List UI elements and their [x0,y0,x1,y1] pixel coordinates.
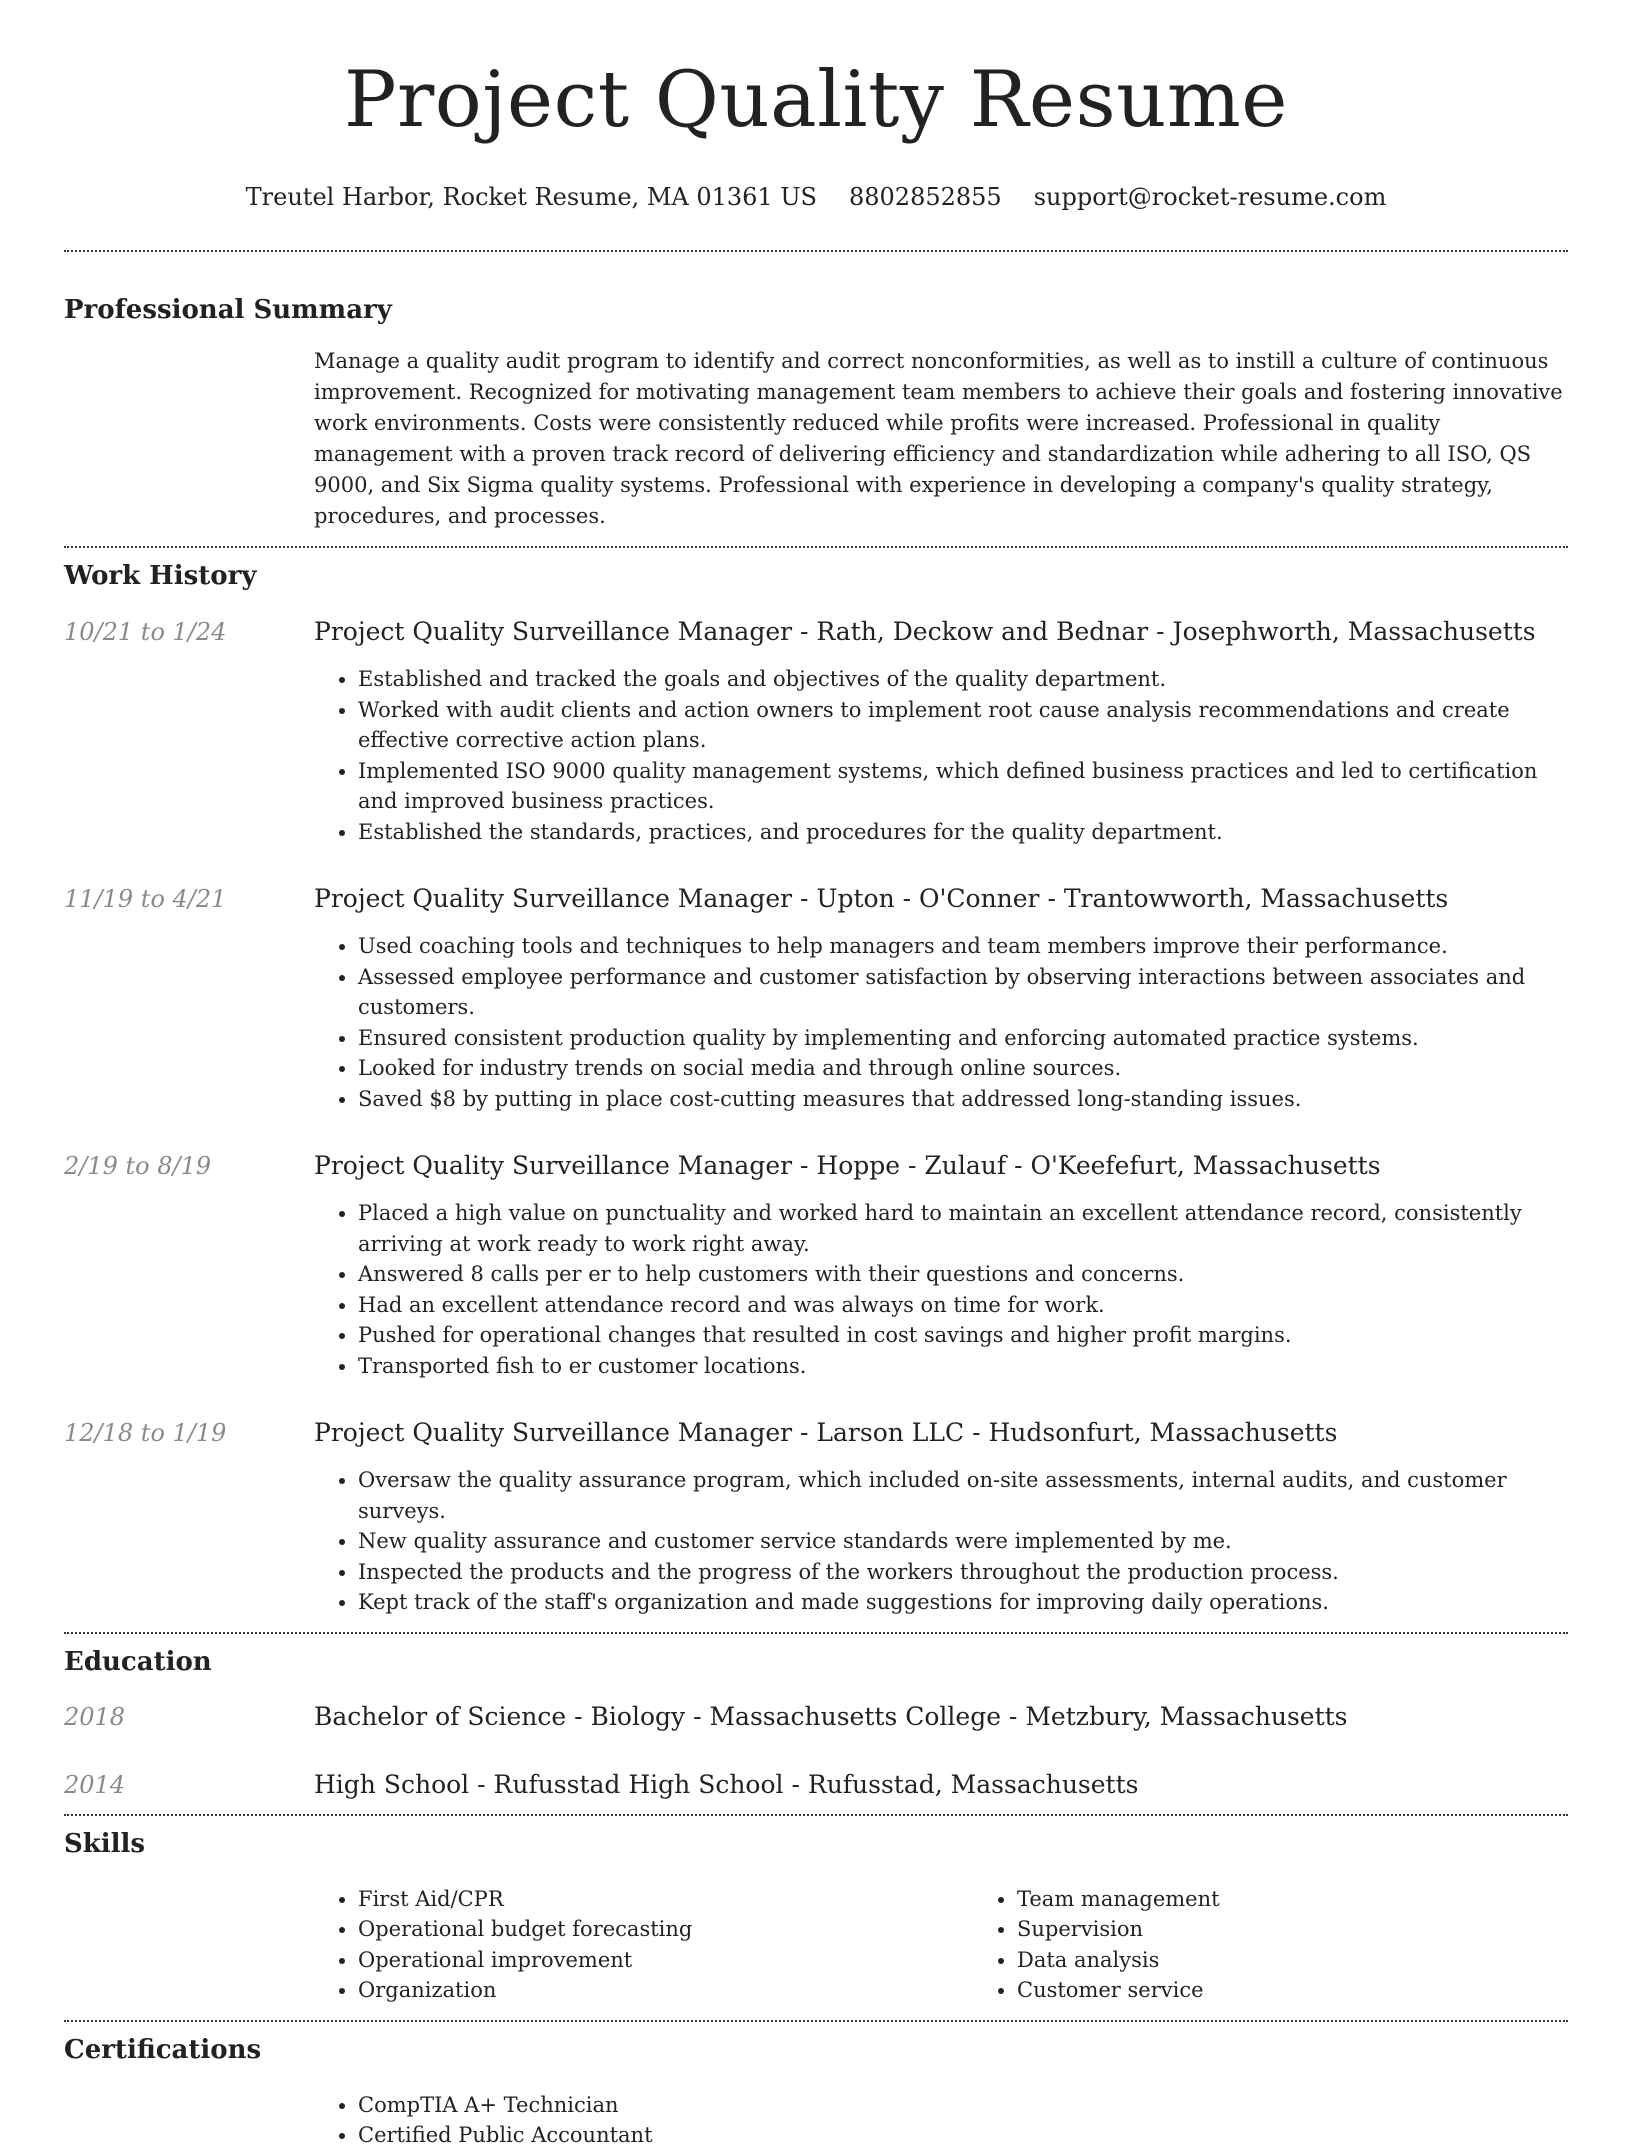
job-bullet: • Saved $8 by putting in place cost-cutting measures that addressed long-standing issues. [358,1084,1568,1115]
job-dates: 12/18 to 1/19 [64,1419,227,1447]
job-entry [64,617,1568,847]
certifications-left-spacer [64,2090,314,2151]
divider [64,1814,1568,1816]
divider [64,250,1568,252]
divider [64,2020,1568,2022]
job-bullet: • Pushed for operational changes that resulted in cost savings and higher profit margins. [358,1320,1568,1351]
education-entry [64,1770,1568,1800]
skill-item: • Customer service [1017,1975,1632,2006]
job-entry [64,1418,1568,1618]
divider [64,546,1568,548]
skills-heading: Skills [64,1828,146,1859]
job-bullet: • Ensured consistent production quality by implementing and enforcing automated practice systems. [358,1023,1568,1054]
job-bullet: • Implemented ISO 9000 quality management systems, which defined business practices and led to certification and improved business practices. [358,756,1568,817]
summary-left-spacer [64,346,314,532]
job-bullet: • Used coaching tools and techniques to help managers and team members improve their performance. [358,931,1568,962]
job-bullet: • Had an excellent attendance record and was always on time for work. [358,1290,1568,1321]
contact-address: Treutel Harbor, Rocket Resume, MA 01361 US [245,183,817,211]
skills-left-spacer [64,1884,314,2006]
skill-item: • Team management [1017,1884,1632,1915]
job-bullet: • Established and tracked the goals and objectives of the quality department. [358,664,1568,695]
education-text: High School - Rufusstad High School - Rufusstad, Massachusetts [314,1769,1139,1799]
skill-item: • Organization [358,1975,973,2006]
summary-text: Manage a quality audit program to identify and correct nonconformities, as well as to instill a culture of continuous improvement. Recognized for motivating management team members to achieve their goals and fostering innovative work environments. Costs were consistently reduced while profits were increased. Professional in quality management with a proven track record of delivering efficiency and standardization while adhering to all ISO, QS 9000, and Six Sigma quality systems. Professional with experience in developing a company's quality strategy, procedures, and processes. [314,349,1563,528]
job-bullet: • Worked with audit clients and action owners to implement root cause analysis recommendations and create effective corrective action plans. [358,695,1568,756]
certifications-list [314,2090,1568,2151]
contact-email: support@rocket-resume.com [1033,183,1387,211]
job-bullet: • Oversaw the quality assurance program, which included on-site assessments, internal audits, and customer surveys. [358,1465,1568,1526]
job-bullet: • Transported fish to er customer locations. [358,1351,1568,1382]
job-dates: 10/21 to 1/24 [64,618,227,646]
education-heading: Education [64,1646,212,1677]
skill-item: • Data analysis [1017,1945,1632,1976]
job-bullet: • Answered 8 calls per er to help customers with their questions and concerns. [358,1259,1568,1290]
job-bullets [314,1198,1568,1381]
job-title: Project Quality Surveillance Manager - Hoppe - Zulauf - O'Keefefurt, Massachusetts [314,1151,1381,1180]
job-bullet: • Kept track of the staff's organization and made suggestions for improving daily operations. [358,1587,1568,1618]
skills-list-right [973,1884,1632,2006]
resume-title: Project Quality Resume [344,55,1288,145]
job-title: Project Quality Surveillance Manager - Rath, Deckow and Bednar - Josephworth, Massachusetts [314,617,1536,646]
job-bullet: • Inspected the products and the progress of the workers throughout the production process. [358,1557,1568,1588]
skill-item: • Supervision [1017,1914,1632,1945]
certification-item: • CompTIA A+ Technician [358,2090,1568,2121]
summary-row [64,346,1568,532]
job-dates: 2/19 to 8/19 [64,1152,212,1180]
skill-item: • First Aid/CPR [358,1884,973,1915]
summary-heading: Professional Summary [64,295,392,325]
skills-list-left [314,1884,973,2006]
certifications-row [64,2090,1568,2151]
education-text: Bachelor of Science - Biology - Massachusetts College - Metzbury, Massachusetts [314,1701,1348,1731]
work-history-heading: Work History [64,561,257,591]
job-bullet: • Assessed employee performance and customer satisfaction by observing interactions between associates and customers. [358,962,1568,1023]
job-title: Project Quality Surveillance Manager - Upton - O'Conner - Trantowworth, Massachusetts [314,884,1449,913]
job-bullet: • Looked for industry trends on social media and through online sources. [358,1053,1568,1084]
certifications-heading: Certifications [64,2034,262,2065]
education-year: 2018 [64,1702,126,1731]
skill-item: • Operational improvement [358,1945,973,1976]
contact-line [64,182,1568,212]
job-bullets [314,1465,1568,1618]
education-year: 2014 [64,1770,126,1799]
job-bullets [314,931,1568,1114]
certification-item: • Certified Public Accountant [358,2120,1568,2151]
job-bullet: • Established the standards, practices, and procedures for the quality department. [358,817,1568,848]
education-entry [64,1702,1568,1732]
job-bullet: • Placed a high value on punctuality and worked hard to maintain an excellent attendance record, consistently arriving at work ready to work right away. [358,1198,1568,1259]
skill-item: • Operational budget forecasting [358,1914,973,1945]
job-dates: 11/19 to 4/21 [64,885,227,913]
job-entry [64,884,1568,1114]
divider [64,1632,1568,1634]
job-bullet: • New quality assurance and customer service standards were implemented by me. [358,1526,1568,1557]
job-entry [64,1151,1568,1381]
job-bullets [314,664,1568,847]
skills-row [64,1884,1568,2006]
job-title: Project Quality Surveillance Manager - Larson LLC - Hudsonfurt, Massachusetts [314,1418,1338,1447]
contact-phone: 8802852855 [849,183,1002,211]
